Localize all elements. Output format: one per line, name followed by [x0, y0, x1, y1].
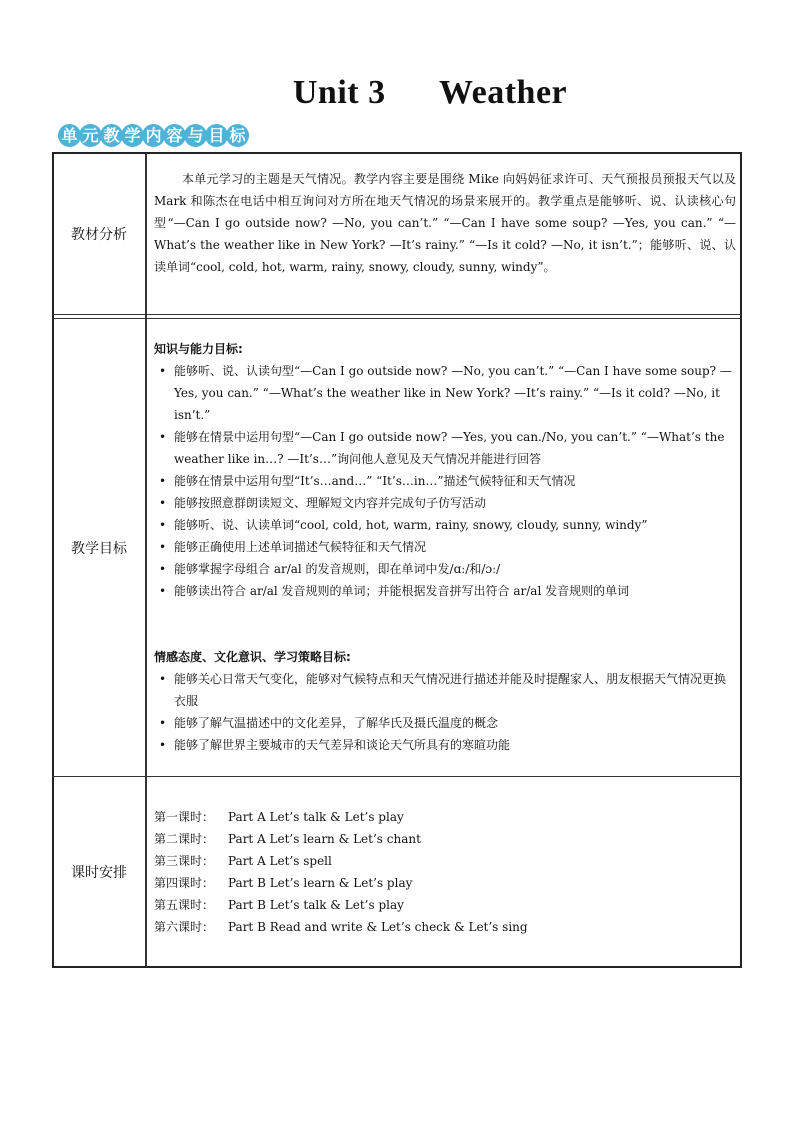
- analysis-text: 本单元学习的主题是天气情况。教学内容主要是围绕 Mike 向妈妈征求许可、天气预报员预报天气以及 Mark 和陈杰在电话中相互询问对方所在地天气情况的场景来展开的。教学重点是能够听、说、认读核心句型“—Can I go outside now? —No, you can’t.” “—Can I have some soup? —Yes, you can.” “—What’s the weather like in New York? —It’s rainy.” “—Is it cold? —No, it isn’t.”；能够听、说、认读单词“cool, cold, hot, warm, rainy, snowy, cloudy, sunny, windy”。: [154, 172, 736, 274]
- table-column-divider: [145, 153, 147, 967]
- section-tag-char: 学: [121, 124, 144, 147]
- page-title: Unit 3 Weather: [292, 74, 568, 111]
- attitude-goals-list: [154, 668, 736, 756]
- list-item: 第三课时： Part A Let’s spell: [154, 854, 332, 868]
- list-item: • 能够了解气温描述中的文化差异，了解华氏及摄氏温度的概念: [154, 712, 736, 734]
- list-item: • 能够读出符合 ar/al 发音规则的单词；并能根据发音拼写出符合 ar/al 发音规则的单词: [154, 580, 736, 602]
- list-item: • 能够掌握字母组合 ar/al 的发音规则，即在单词中发/ɑː/和/ɔː/: [154, 558, 736, 580]
- section-tag-char: 元: [79, 124, 102, 147]
- section-tag-char: 目: [205, 124, 228, 147]
- list-item: • 能够听、说、认读句型“—Can I go outside now? —No, you can’t.” “—Can I have some soup? —Yes, you can.” “—What’s the weather like in New York? —It’s rainy.” “—Is it cold? —No, it isn’t.”: [154, 360, 736, 426]
- section-tag-char: 容: [163, 124, 186, 147]
- attitude-goals-content: [154, 646, 736, 756]
- table-row-divider: [52, 318, 742, 319]
- section-tag: [58, 124, 247, 147]
- list-item: • 能够关心日常天气变化，能够对气候特点和天气情况进行描述并能及时提醒家人、朋友根据天气情况更换衣服: [154, 668, 736, 712]
- list-item: • 能够在情景中运用句型“It’s…and…” “It’s…in…”描述气候特征和天气情况: [154, 470, 736, 492]
- section-tag-char: 标: [226, 124, 249, 147]
- list-item: 第二课时： Part A Let’s learn & Let’s chant: [154, 832, 421, 846]
- knowledge-goals-heading: 知识与能力目标:: [154, 342, 243, 356]
- list-item: 第五课时： Part B Let’s talk & Let’s play: [154, 898, 404, 912]
- attitude-goals-heading: 情感态度、文化意识、学习策略目标:: [154, 650, 351, 664]
- table-row-divider: [52, 776, 742, 777]
- table-row-divider: [52, 314, 742, 315]
- list-item: • 能够在情景中运用句型“—Can I go outside now? —Yes, you can./No, you can’t.” “—What’s the weather like in…? —It’s…”询问他人意见及天气情况并能进行回答: [154, 426, 736, 470]
- section-tag-char: 内: [142, 124, 165, 147]
- list-item: • 能够按照意群朗读短文、理解短文内容并完成句子仿写活动: [154, 492, 736, 514]
- knowledge-goals-list: [154, 360, 736, 602]
- list-item: • 能够了解世界主要城市的天气差异和谈论天气所具有的寒暄功能: [154, 734, 736, 756]
- list-item: 第六课时： Part B Read and write & Let’s check & Let’s sing: [154, 920, 528, 934]
- list-item: • 能够听、说、认读单词“cool, cold, hot, warm, rainy, snowy, cloudy, sunny, windy”: [154, 514, 736, 536]
- list-item: 第一课时： Part A Let’s talk & Let’s play: [154, 810, 404, 824]
- goals-content: [154, 338, 736, 602]
- list-item: 第四课时： Part B Let’s learn & Let’s play: [154, 876, 413, 890]
- section-tag-char: 单: [58, 124, 81, 147]
- schedule-label: 课时安排: [71, 865, 127, 881]
- analysis-label: 教材分析: [71, 227, 127, 243]
- goals-label: 教学目标: [71, 541, 127, 557]
- section-tag-char: 教: [100, 124, 123, 147]
- list-item: • 能够正确使用上述单词描述气候特征和天气情况: [154, 536, 736, 558]
- section-tag-char: 与: [184, 124, 207, 147]
- schedule-list: [154, 806, 736, 938]
